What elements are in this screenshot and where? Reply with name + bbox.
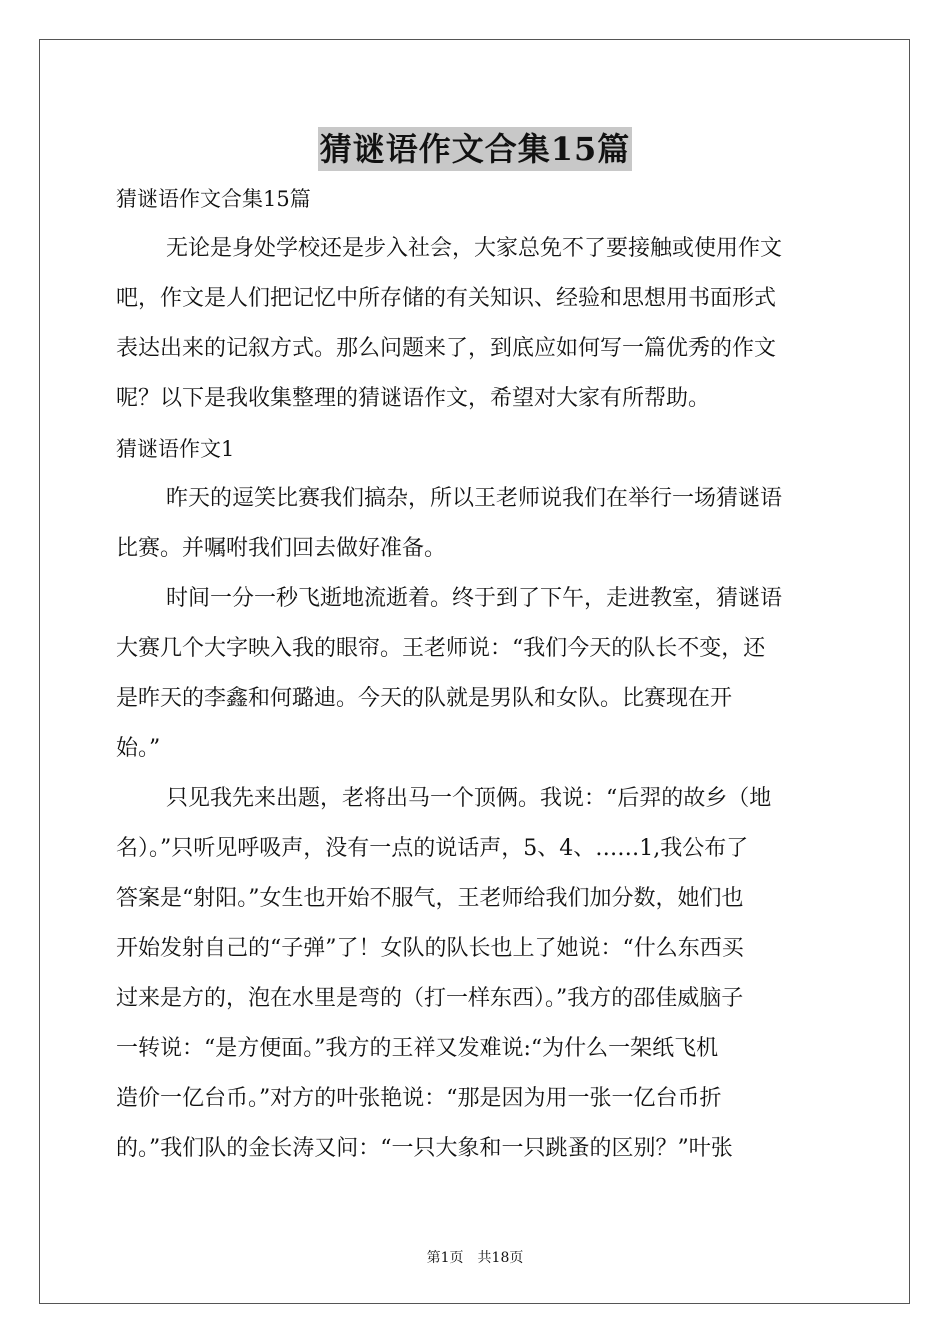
document-body	[116, 174, 836, 1174]
text-line: 一转说：“是方便面。”我方的王祥又发难说:“为什么一架纸飞机	[116, 1036, 719, 1061]
text-line: 只见我先来出题，老将出马一个顶俩。我说：“后羿的故乡（地	[166, 786, 772, 811]
text-line: 吧，作文是人们把记忆中所存储的有关知识、经验和思想用书面形式	[116, 286, 777, 311]
text-line: 答案是“射阳。”女生也开始不服气，王老师给我们加分数，她们也	[116, 886, 744, 911]
text-line: 名）。”只听见呼吸声，没有一点的说话声，5、4、……1,我公布了	[116, 836, 749, 861]
title-wrap	[0, 127, 950, 171]
text-line: 比赛。并嘱咐我们回去做好准备。	[116, 536, 447, 561]
text-line: 大赛几个大字映入我的眼帘。王老师说：“我们今天的队长不变，还	[116, 636, 766, 661]
text-line: 猜谜语作文1	[116, 437, 235, 461]
page-number: 第1页	[426, 1250, 464, 1266]
document-title: 猜谜语作文合集15篇	[318, 127, 633, 171]
text-line: 时间一分一秒飞逝地流逝着。终于到了下午，走进教室，猜谜语	[166, 586, 783, 611]
text-line: 是昨天的李鑫和何璐迪。今天的队就是男队和女队。比赛现在开	[116, 686, 733, 711]
text-line: 无论是身处学校还是步入社会，大家总免不了要接触或使用作文	[166, 236, 783, 261]
page-footer	[0, 1247, 950, 1267]
text-line: 开始发射自己的“子弹”了！女队的队长也上了她说：“什么东西买	[116, 936, 744, 961]
text-line: 呢？以下是我收集整理的猜谜语作文，希望对大家有所帮助。	[116, 386, 711, 411]
text-line: 始。”	[116, 736, 161, 761]
page-total: 共18页	[477, 1250, 524, 1266]
text-line: 表达出来的记叙方式。那么问题来了，到底应如何写一篇优秀的作文	[116, 336, 777, 361]
text-line: 造价一亿台币。”对方的叶张艳说：“那是因为用一张一亿台币折	[116, 1086, 722, 1111]
text-line: 过来是方的，泡在水里是弯的（打一样东西）。”我方的邵佳威脑子	[116, 986, 744, 1011]
text-line: 猜谜语作文合集15篇	[116, 187, 311, 211]
text-line: 的。”我们队的金长涛又问：“一只大象和一只跳蚤的区别？”叶张	[116, 1136, 733, 1161]
text-line: 昨天的逗笑比赛我们搞杂，所以王老师说我们在举行一场猜谜语	[166, 486, 783, 511]
